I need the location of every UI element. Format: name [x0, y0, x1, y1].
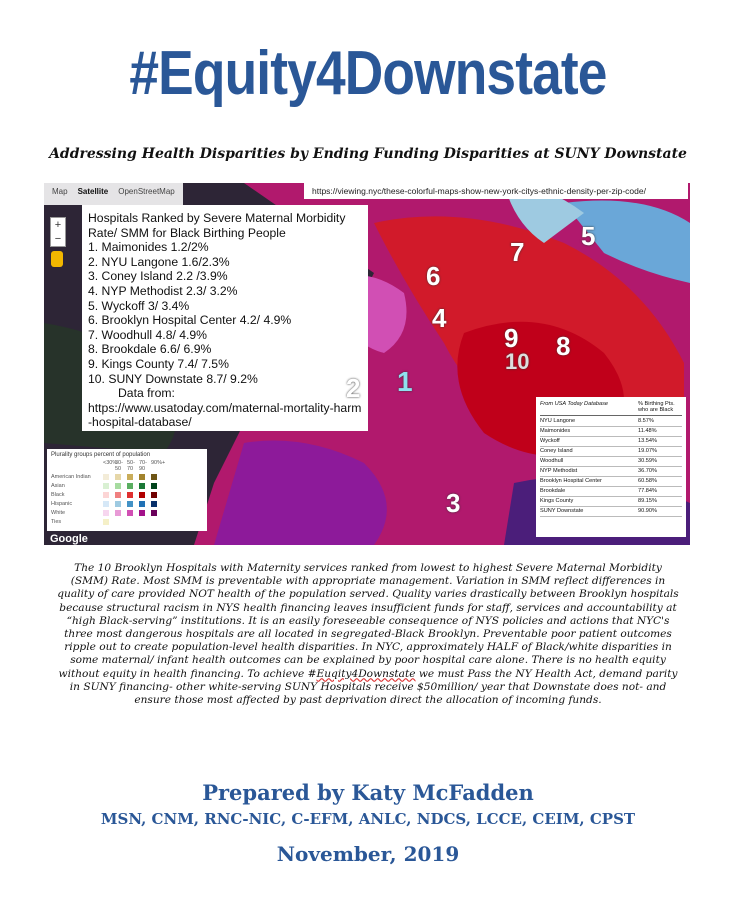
- ranking-item: 9. Kings County 7.4/ 7.5%: [88, 356, 229, 371]
- legend-swatch: [151, 519, 157, 525]
- legend-column: 70-90: [139, 460, 147, 472]
- ranking-source-label: Data from:: [118, 386, 175, 401]
- ranking-item: 2. NYU Langone 1.6/2.3%: [88, 254, 230, 269]
- hospital-marker: 4: [432, 303, 447, 333]
- tab-openstreetmap[interactable]: OpenStreetMap: [118, 187, 175, 196]
- legend-swatch: [127, 501, 133, 507]
- hospital-marker: 3: [446, 488, 461, 518]
- ranking-box: [82, 205, 368, 431]
- legend-swatch: [139, 519, 145, 525]
- ranking-item: 7. Woodhull 4.8/ 4.9%: [88, 327, 208, 342]
- legend-swatch: [139, 492, 145, 498]
- table-cell-value: 89.15%: [638, 498, 657, 504]
- table-title: From USA Today Database: [540, 401, 608, 407]
- legend-row: [51, 481, 203, 490]
- table-cell-name: Maimonides: [540, 428, 571, 434]
- table-cell-name: Brookdale: [540, 488, 566, 494]
- table-cell-name: NYP Methodist: [540, 468, 578, 474]
- table-cell-value: 11.48%: [638, 428, 657, 434]
- hospital-marker: 5: [581, 221, 596, 251]
- legend-group-label: Asian: [51, 482, 65, 489]
- credentials: MSN, CNM, RNC-NIC, C-EFM, ANLC, NDCS, LCCE, CEIM, CPST: [100, 810, 636, 828]
- ranking-item: 4. NYP Methodist 2.3/ 3.2%: [88, 283, 238, 298]
- legend-rows: [51, 472, 203, 526]
- legend-swatch: [127, 519, 133, 525]
- description-text-1: The 10 Brooklyn Hospitals with Maternity services ranked from lowest to highest Severe Maternal Morbidity (SMM) Rate. Most SMM is preventable with appropriate management. Variation in SMM reflect differences in quality of care provided NOT health of the population served. Quality varies drastically between Brooklyn hospitals because structural racism in NYS health financing leaves insufficient funds for staff, services and accountability at “high Black-serving” institutions. It is an easily foreseeable consequence of NYS policies and actions that NYC's three most dangerous hospitals are all located in segregated-Black Brooklyn. Preventable poor patient outcomes ripple out to create population-level health disparities. In NYC, approximately HALF of Black/white disparities in some maternal/ infant health outcomes can be explained by poor hospital care alone. There is no health equity without equity in health financing. To achieve #: [57, 562, 679, 680]
- source-url-bar: https://viewing.nyc/these-colorful-maps-show-new-york-citys-ethnic-density-per-zip-code/: [304, 183, 688, 199]
- table-row: [540, 457, 682, 467]
- legend-swatch: [103, 492, 109, 498]
- ranking-item: 1. Maimonides 1.2/2%: [88, 240, 209, 255]
- zoom-control: [50, 217, 66, 247]
- hospital-marker: 7: [510, 237, 525, 267]
- table-row: [540, 417, 682, 427]
- legend-row: [51, 499, 203, 508]
- legend-group-label: White: [51, 509, 66, 516]
- legend-swatch: [139, 474, 145, 480]
- table-row: [540, 427, 682, 437]
- page-title: #Equity4Downstate: [129, 39, 607, 108]
- table-cell-name: Kings County: [540, 498, 574, 504]
- hospital-marker: 2: [346, 373, 361, 403]
- legend-swatch: [127, 492, 133, 498]
- legend-swatch: [103, 501, 109, 507]
- hospital-marker: 1: [397, 366, 413, 397]
- pegman-icon[interactable]: [51, 251, 63, 267]
- table-cell-name: Woodhull: [540, 458, 564, 464]
- legend-column: 30-50: [115, 460, 123, 472]
- hospital-marker: 10: [505, 349, 530, 374]
- legend-swatch: [115, 492, 121, 498]
- legend-group-label: Ties: [51, 518, 62, 525]
- legend-swatch: [151, 474, 157, 480]
- table-cell-value: 19.07%: [638, 448, 657, 454]
- table-cell-name: NYU Langone: [540, 418, 576, 424]
- legend-title: Plurality groups percent of population: [51, 452, 151, 458]
- hashtag-text: Euqity4Downstate: [316, 667, 416, 680]
- ranking-item: 10. SUNY Downstate 8.7/ 9.2%: [88, 371, 258, 386]
- tab-satellite[interactable]: Satellite: [77, 187, 109, 196]
- legend-row: [51, 490, 203, 499]
- table-cell-name: Coney Island: [540, 448, 573, 454]
- prepared-by: Prepared by Katy McFadden: [202, 780, 534, 805]
- legend-group-label: American Indian: [51, 473, 91, 480]
- legend-swatch: [127, 474, 133, 480]
- map-type-tabs: [44, 183, 183, 205]
- legend-group-label: Black: [51, 491, 65, 498]
- table-cell-name: Brooklyn Hospital Center: [540, 478, 602, 484]
- table-row: [540, 437, 682, 447]
- table-row: [540, 497, 682, 507]
- legend-swatch: [139, 483, 145, 489]
- hospital-marker: 8: [556, 331, 571, 361]
- zoom-out-button[interactable]: −: [54, 233, 62, 245]
- legend-group-label: Hispanic: [51, 500, 73, 507]
- description-paragraph: [56, 562, 680, 707]
- legend-swatch: [115, 519, 121, 525]
- legend-swatch: [115, 510, 121, 516]
- ranking-heading: Hospitals Ranked by Severe Maternal Morbidity Rate/ SMM for Black Birthing People: [88, 211, 346, 240]
- date: November, 2019: [276, 842, 460, 866]
- map-legend: [47, 449, 207, 531]
- legend-swatch: [103, 483, 109, 489]
- legend-column-headers: [51, 460, 203, 472]
- google-logo: Google: [50, 533, 88, 545]
- table-row: [540, 487, 682, 497]
- table-cell-name: SUNY Downstate: [540, 508, 584, 514]
- legend-row: [51, 517, 203, 526]
- table-cell-value: 36.70%: [638, 468, 657, 474]
- table-row: [540, 447, 682, 457]
- legend-swatch: [151, 492, 157, 498]
- description-text-2: we must Pass the NY Health Act, demand parity in SUNY financing- other white-serving SUNY Hospitals receive $50million/ year that Downstate does not- and ensure those most affected by past deprivation direct the allocation of incoming funds.: [69, 667, 678, 707]
- legend-row: [51, 472, 203, 481]
- table-row: [540, 507, 682, 517]
- legend-swatch: [139, 510, 145, 516]
- table-cell-value: 60.58%: [638, 478, 657, 484]
- table-cell-value: 77.84%: [638, 488, 657, 494]
- table-row: [540, 477, 682, 487]
- legend-column: 50-70: [127, 460, 135, 472]
- table-row: [540, 467, 682, 477]
- legend-swatch: [127, 510, 133, 516]
- table-column-header: % Birthing Pts. who are Black: [638, 401, 675, 413]
- legend-column: 90%+: [151, 460, 166, 466]
- table-cell-name: Wyckoff: [540, 438, 560, 444]
- legend-swatch: [127, 483, 133, 489]
- legend-swatch: [115, 501, 121, 507]
- map-figure: [44, 183, 690, 545]
- table-body: [540, 417, 682, 517]
- legend-swatch: [115, 474, 121, 480]
- legend-swatch: [151, 501, 157, 507]
- legend-column: <30%: [103, 460, 118, 466]
- table-cell-value: 13.54%: [638, 438, 657, 444]
- ranking-item: 8. Brookdale 6.6/ 6.9%: [88, 342, 212, 357]
- hospital-marker: 9: [504, 323, 519, 353]
- table-header: [540, 401, 682, 416]
- legend-swatch: [139, 501, 145, 507]
- legend-swatch: [151, 510, 157, 516]
- table-cell-value: 30.59%: [638, 458, 657, 464]
- ranking-source-url: https://www.usatoday.com/maternal-mortality-harm-hospital-database/: [88, 400, 362, 430]
- black-patients-table: [536, 397, 686, 537]
- subtitle: Addressing Health Disparities by Ending Funding Disparities at SUNY Downstate: [49, 146, 687, 162]
- tab-map[interactable]: Map: [52, 187, 68, 196]
- zoom-in-button[interactable]: +: [54, 219, 62, 231]
- ranking-item: 6. Brooklyn Hospital Center 4.2/ 4.9%: [88, 313, 292, 328]
- legend-swatch: [151, 483, 157, 489]
- legend-swatch: [103, 519, 109, 525]
- table-cell-value: 90.90%: [638, 508, 657, 514]
- table-cell-value: 8.57%: [638, 418, 654, 424]
- hospital-marker: 6: [426, 261, 441, 291]
- legend-row: [51, 508, 203, 517]
- ranking-item: 3. Coney Island 2.2 /3.9%: [88, 269, 228, 284]
- legend-swatch: [103, 510, 109, 516]
- legend-swatch: [115, 483, 121, 489]
- legend-swatch: [103, 474, 109, 480]
- ranking-item: 5. Wyckoff 3/ 3.4%: [88, 298, 190, 313]
